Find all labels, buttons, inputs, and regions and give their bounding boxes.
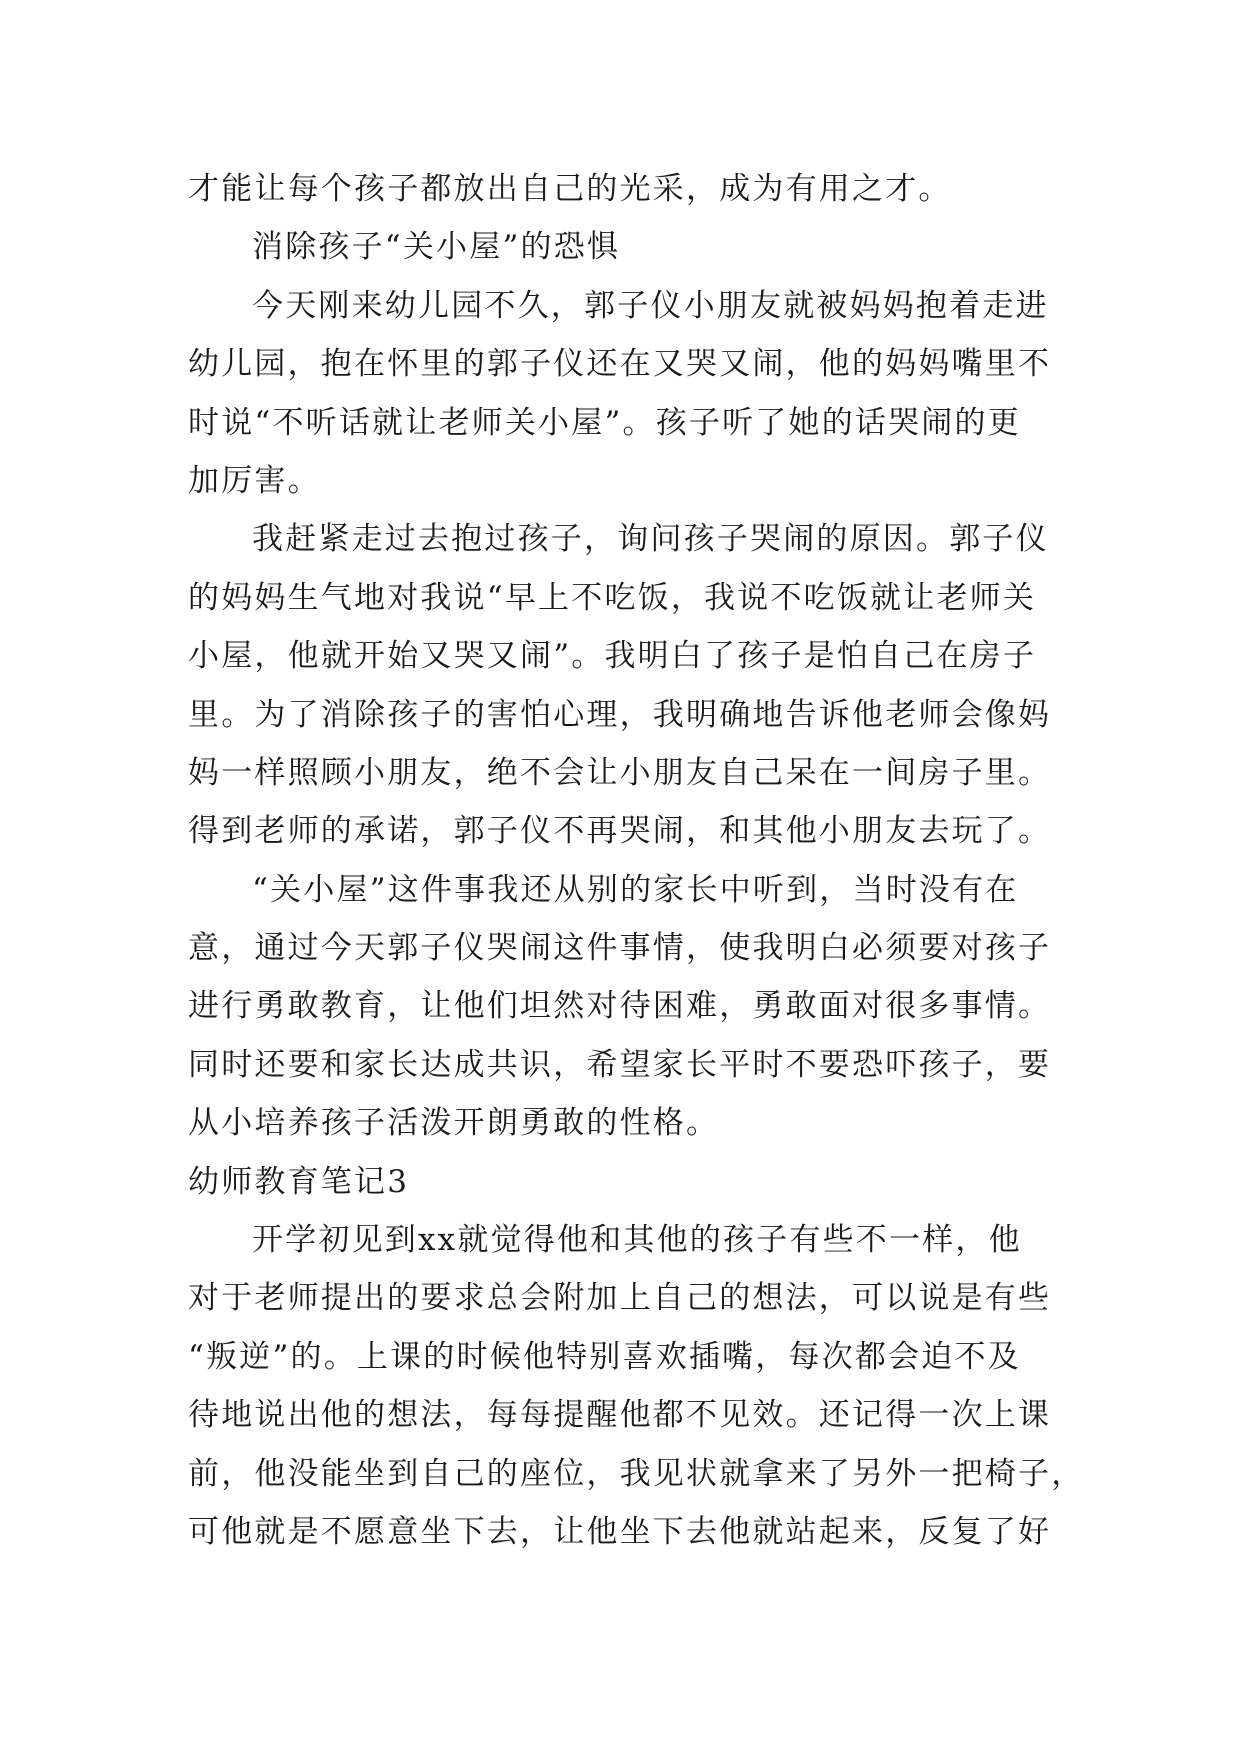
text-line: 从小培养孩子活泼开朗勇敢的性格。 xyxy=(188,1105,720,1142)
text-line: 可他就是不愿意坐下去，让他坐下去他就站起来，反复了好 xyxy=(188,1513,1052,1550)
text-line: 幼师教育笔记3 xyxy=(188,1163,410,1200)
text-line: 今天刚来幼儿园不久，郭子仪小朋友就被妈妈抱着走进 xyxy=(252,287,1049,324)
text-line: 得到老师的承诺，郭子仪不再哭闹，和其他小朋友去玩了。 xyxy=(188,813,1052,850)
text-line: 开学初见到xx就觉得他和其他的孩子有些不一样，他 xyxy=(252,1222,1022,1259)
text-line: “叛逆”的。上课的时候他特别喜欢插嘴，每次都会迫不及 xyxy=(188,1338,1021,1375)
text-line: 同时还要和家长达成共识，希望家长平时不要恐吓孩子，要 xyxy=(188,1046,1052,1083)
text-line: 的妈妈生气地对我说“早上不吃饭，我说不吃饭就让老师关 xyxy=(188,579,1037,616)
text-line: 消除孩子“关小屋”的恐惧 xyxy=(252,229,621,266)
text-line: 幼儿园，抱在怀里的郭子仪还在又哭又闹，他的妈妈嘴里不 xyxy=(188,346,1052,383)
text-line: 里。为了消除孩子的害怕心理，我明确地告诉他老师会像妈 xyxy=(188,696,1052,733)
text-line: 我赶紧走过去抱过孩子，询问孩子哭闹的原因。郭子仪 xyxy=(252,521,1049,558)
text-line: 小屋，他就开始又哭又闹”。我明白了孩子是怕自己在房子 xyxy=(188,638,1037,675)
text-line: 前，他没能坐到自己的座位，我见状就拿来了另外一把椅子， xyxy=(188,1455,1085,1492)
text-line: 进行勇敢教育，让他们坦然对待困难，勇敢面对很多事情。 xyxy=(188,988,1052,1025)
text-line: “关小屋”这件事我还从别的家长中听到，当时没有在 xyxy=(252,871,1019,908)
text-line: 待地说出他的想法，每每提醒他都不见效。还记得一次上课 xyxy=(188,1397,1052,1434)
text-line: 妈一样照顾小朋友，绝不会让小朋友自己呆在一间房子里。 xyxy=(188,754,1052,791)
text-line: 对于老师提出的要求总会附加上自己的想法，可以说是有些 xyxy=(188,1280,1052,1317)
text-line: 时说“不听话就让老师关小屋”。孩子听了她的话哭闹的更 xyxy=(188,404,1021,441)
text-line: 意，通过今天郭子仪哭闹这件事情，使我明白必须要对孩子 xyxy=(188,930,1052,967)
document-body xyxy=(188,160,1085,1561)
text-line: 加厉害。 xyxy=(188,462,321,499)
text-line: 才能让每个孩子都放出自己的光采，成为有用之才。 xyxy=(188,171,952,207)
